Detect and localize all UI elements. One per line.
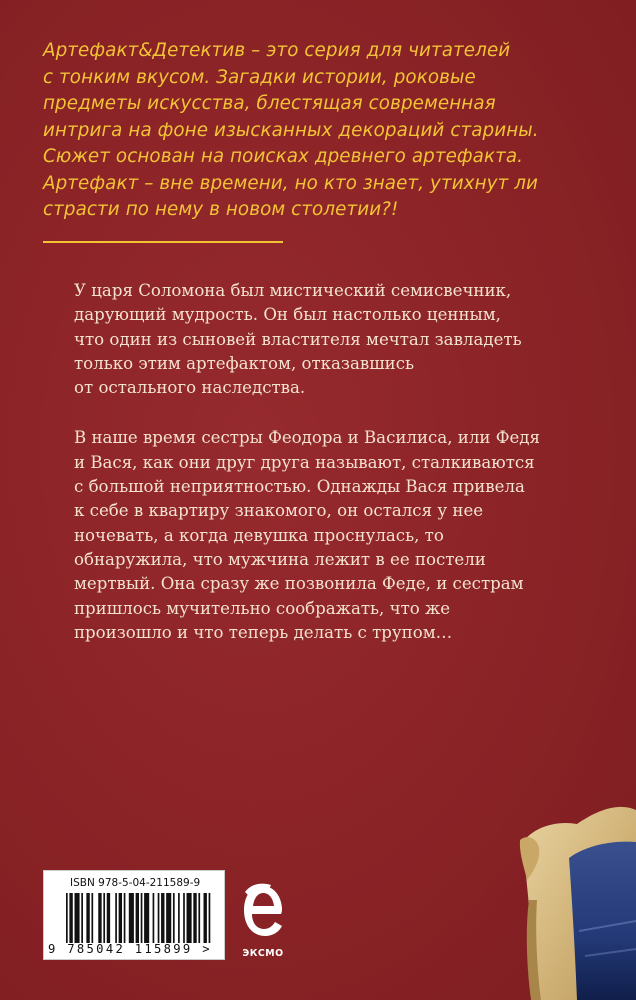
barcode-bar xyxy=(193,893,196,943)
barcode-bar xyxy=(144,893,149,943)
barcode-bar xyxy=(124,893,126,943)
barcode-bar xyxy=(198,893,200,943)
eksmo-logo-icon xyxy=(241,882,285,942)
synopsis-paragraph-2 xyxy=(74,426,594,645)
synopsis-line: ночевать, а когда девушка проснулась, то xyxy=(74,525,444,545)
synopsis-line: дарующий мудрость. Он был настолько ценным, xyxy=(74,305,501,325)
promo-line: Сюжет основан на поисках древнего артефакта. xyxy=(43,146,524,167)
synopsis-line: от остального наследства. xyxy=(74,378,306,398)
synopsis-line: пришлось мучительно соображать, что же xyxy=(74,598,451,618)
barcode-bar xyxy=(136,893,139,943)
barcode-bar xyxy=(178,893,180,943)
barcode-bar xyxy=(153,893,155,943)
barcode-bars xyxy=(66,893,212,943)
barcode-bar xyxy=(91,893,93,943)
synopsis-line: обнаружила, что мужчина лежит в ее постели xyxy=(74,549,486,569)
barcode-bar xyxy=(66,893,68,943)
synopsis-line: У царя Соломона был мистический семисвечник, xyxy=(74,281,512,300)
barcode-bar xyxy=(115,893,117,943)
barcode-bar xyxy=(74,893,79,943)
barcode-bar xyxy=(86,893,89,943)
gold-divider xyxy=(43,241,283,243)
parchment-scroll-icon xyxy=(515,780,636,1000)
barcode-bar xyxy=(119,893,122,943)
synopsis-paragraph-1 xyxy=(74,279,594,400)
barcode-bar xyxy=(183,893,185,943)
promo-line: предметы искусства, блестящая современная xyxy=(43,93,496,114)
synopsis-line: к себе в квартиру знакомого, он остался у нее xyxy=(74,501,484,521)
promo-line: интрига на фоне изысканных декораций старины. xyxy=(43,119,539,141)
barcode-bar xyxy=(209,893,211,943)
barcode-bar xyxy=(204,893,207,943)
synopsis-line: произошло и что теперь делать с трупом… xyxy=(74,622,453,642)
barcode-bar xyxy=(173,893,175,943)
synopsis-line: только этим артефактом, отказавшись xyxy=(74,353,415,373)
synopsis-line: с большой неприятностью. Однажды Вася привела xyxy=(74,477,525,497)
promo-line: страсти по нему в новом столетии?! xyxy=(43,199,399,220)
barcode-bar xyxy=(129,893,134,943)
barcode-bar xyxy=(141,893,143,943)
promo-line: с тонким вкусом. Загадки истории, роковые xyxy=(43,66,476,88)
barcode-bar xyxy=(158,893,160,943)
barcode-bar xyxy=(107,893,110,943)
barcode-bar xyxy=(69,893,72,943)
ean-digits: 9 785042 115899 > xyxy=(48,942,212,956)
promo-line: Артефакт – вне времени, но кто знает, утихнут ли xyxy=(43,172,538,194)
isbn-number: ISBN 978-5-04-211589-9 xyxy=(70,877,201,889)
synopsis-line: что один из сыновей властителя мечтал завладеть xyxy=(74,329,522,349)
barcode-bar xyxy=(103,893,105,943)
barcode-bar xyxy=(166,893,171,943)
barcode-bar xyxy=(81,893,83,943)
isbn-barcode xyxy=(43,870,225,960)
publisher-name: ЭКСМО xyxy=(242,948,284,959)
book-synopsis xyxy=(74,279,594,645)
barcode-bar xyxy=(98,893,101,943)
synopsis-line: В наше время сестры Феодора и Василиса, или Федя xyxy=(74,428,540,448)
barcode-bar xyxy=(187,893,192,943)
barcode-bar xyxy=(161,893,164,943)
synopsis-line: мертвый. Она сразу же позвонила Феде, и сестрам xyxy=(74,574,524,594)
series-promo-text xyxy=(43,38,603,224)
synopsis-line: и Вася, как они друг друга называют, сталкиваются xyxy=(74,452,535,472)
promo-line: Артефакт&Детектив – это серия для читателей xyxy=(43,40,511,61)
